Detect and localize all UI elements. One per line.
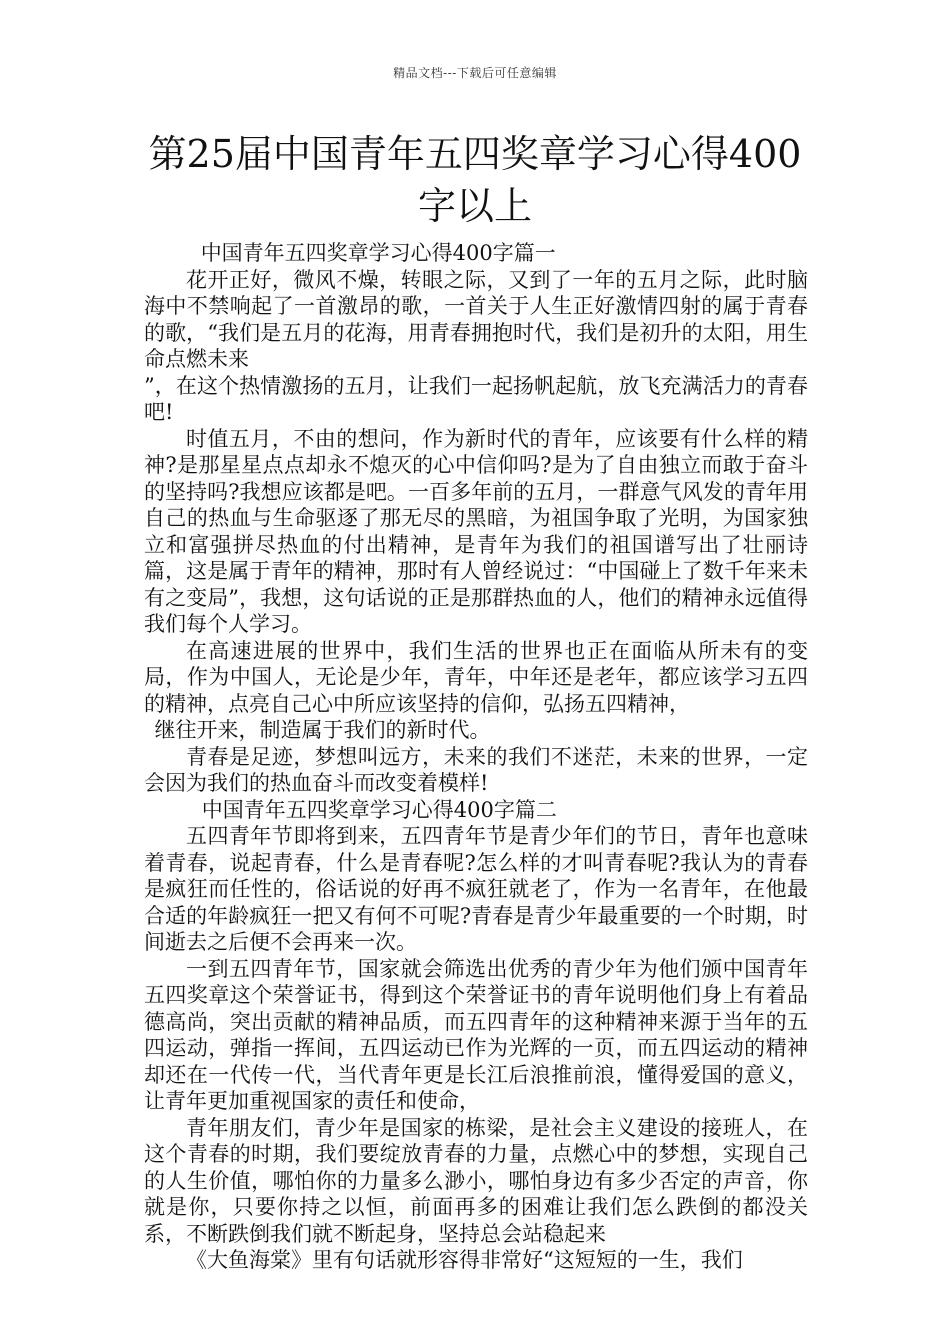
paragraph: 《大鱼海棠》里有句话就形容得非常好“这短短的一生，我们 bbox=[186, 1248, 743, 1272]
paragraph: 时值五月，不由的想问，作为新时代的青年，应该要有什么样的精神?是那星星点点却永不熄灭的心中信仰吗?是为了自由独立而敢于奋斗的坚持吗?我想应该都是吧。一百多年前的五月，一群意气风发的青年用自己的热血与生命驱逐了那无尽的黑暗，为祖国争取了光明，为国家独立和富强拼尽热血的付出精神，是青年为我们的祖国谱写出了壮丽诗篇，这是属于青年的精神，那时有人曾经说过：“中国碰上了数千年来未有之变局”，我想，这句话说的正是那群热血的人，他们的精神永远值得我们每个人学习。 bbox=[144, 426, 808, 636]
paragraph: 青春是足迹，梦想叫远方，未来的我们不迷茫，未来的世界，一定会因为我们的热血奋斗而改变着模样! bbox=[144, 744, 808, 795]
paragraph: 青年朋友们，青少年是国家的栋梁，是社会主义建设的接班人，在这个青春的时期，我们要绽放青春的力量，点燃心中的梦想，实现自己的人生价值，哪怕你的力量多么渺小，哪怕身边有多少否定的声音，你就是你，只要你持之以恒，前面再多的困难让我们怎么跌倒的都没关系，不断跌倒我们就不断起身，坚持总会站稳起来 bbox=[144, 1115, 808, 1246]
paragraph: 在高速进展的世界中，我们生活的世界也正在面临从所未有的变局，作为中国人，无论是少年，青年，中年还是老年，都应该学习五四的精神，点亮自己心中所应该坚持的信仰，弘扬五四精神， bbox=[144, 638, 808, 716]
paragraph-continuation: ”，在这个热情激扬的五月，让我们一起扬帆起航，放飞充满活力的青春吧! bbox=[144, 373, 808, 424]
paragraph: 一到五四青年节，国家就会筛选出优秀的青少年为他们颁中国青年五四奖章这个荣誉证书，得到这个荣誉证书的青年说明他们身上有着品德高尚，突出贡献的精神品质，而五四青年的这种精神来源于当年的五四运动，弹指一挥间，五四运动已作为光辉的一页，而五四运动的精神却还在一代传一代，当代青年更是长江后浪推前浪，懂得爱国的意义，让青年更加重视国家的责任和使命， bbox=[144, 956, 808, 1113]
document-title: 第25届中国青年五四奖章学习心得400字以上 bbox=[148, 132, 802, 228]
header-note: 精品文档---下载后可任意编辑 bbox=[393, 66, 557, 80]
paragraph-continuation: 继往开来，制造属于我们的新时代。 bbox=[154, 718, 491, 742]
section-heading: 中国青年五四奖章学习心得400字篇一 bbox=[200, 241, 556, 265]
section-heading: 中国青年五四奖章学习心得400字篇二 bbox=[201, 797, 557, 822]
paragraph: 花开正好，微风不燥，转眼之际，又到了一年的五月之际，此时脑海中不禁响起了一首激昂的歌，一首关于人生正好激情四射的属于青春的歌，“我们是五月的花海，用青春拥抱时代，我们是初升的太阳，用生命点燃未来 bbox=[144, 267, 808, 371]
document-body bbox=[144, 240, 808, 1274]
paragraph: 五四青年节即将到来，五四青年节是青少年们的节日，青年也意味着青春，说起青春，什么是青春呢?怎么样的才叫青春呢?我认为的青春是疯狂而任性的，俗话说的好再不疯狂就老了，作为一名青年，在他最合适的年龄疯狂一把又有何不可呢?青春是青少年最重要的一个时期，时间逝去之后便不会再来一次。 bbox=[144, 824, 808, 954]
